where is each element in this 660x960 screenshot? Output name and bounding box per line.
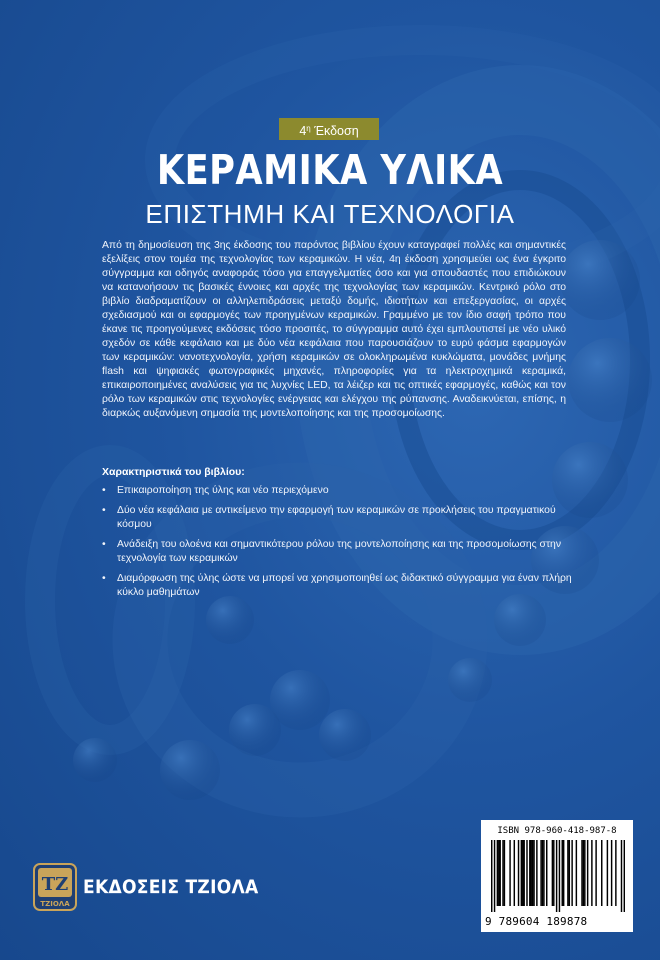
feature-item [102, 484, 572, 498]
barcode-bar [546, 840, 547, 906]
publisher-logo [33, 863, 77, 911]
bullet-icon: • [102, 505, 106, 516]
barcode-bar [621, 840, 622, 912]
barcode-bar [497, 840, 498, 906]
barcode-bar [530, 840, 531, 906]
barcode-bar [552, 840, 553, 906]
barcode-bar [569, 840, 570, 906]
barcode-bar [533, 840, 534, 906]
book-subtitle: ΕΠΙΣΤΗΜΗ ΚΑΙ ΤΕΧΝΟΛΟΓΙΑ [145, 199, 515, 229]
barcode-bar [529, 840, 530, 906]
barcode-bar [526, 840, 527, 906]
barcode-bar [540, 840, 541, 906]
edition-suffix: η [306, 124, 311, 133]
feature-item [102, 538, 572, 566]
feature-item [102, 504, 572, 532]
barcode-digits: 9 789604 189878 [485, 915, 588, 928]
barcode-bar [556, 840, 557, 912]
barcode-bar [601, 840, 602, 906]
barcode-bar [583, 840, 584, 906]
barcode-bar [595, 840, 596, 906]
barcode-bar [491, 840, 492, 912]
bullet-icon: • [102, 573, 106, 584]
barcode-bar [559, 840, 560, 912]
barcode-bars [491, 840, 625, 912]
barcode-bar [518, 840, 519, 906]
barcode-bar [494, 840, 495, 912]
edition-label: Έκδοση [314, 124, 359, 138]
features-list [102, 484, 572, 606]
feature-item [102, 572, 572, 600]
barcode-bar [571, 840, 572, 906]
barcode-bar [532, 840, 533, 906]
barcode-bar [509, 840, 510, 906]
barcode-bar [542, 840, 543, 906]
barcode-bar [615, 840, 616, 906]
features-heading: Χαρακτηριστικά του βιβλίου: [102, 466, 245, 478]
barcode-bar [607, 840, 608, 906]
feature-text: Δύο νέα κεφάλαια με αντικείμενο την εφαρμογή των κεραμικών σε προκλήσεις του πραγματικού κόσμου [117, 505, 556, 530]
barcode-bar [562, 840, 563, 906]
bullet-icon: • [102, 539, 106, 550]
feature-text: Ανάδειξη του ολοένα και σημαντικότερου ρόλου της μοντελοποίησης και της προσομοίωσης στην τεχνολογία των κεραμικών [117, 539, 562, 564]
barcode-bar [563, 840, 564, 906]
barcode-bar [499, 840, 500, 906]
isbn-label: ISBN 978-960-418-987-8 [497, 826, 617, 836]
barcode-bar [591, 840, 592, 906]
isbn-barcode [481, 820, 633, 932]
barcode-bar [587, 840, 588, 906]
feature-text: Διαμόρφωση της ύλης ώστε να μπορεί να χρησιμοποιηθεί ως διδακτικό σύγγραμμα για έναν πλήρη κύκλο μαθημάτων [117, 573, 572, 598]
bullet-icon: • [102, 485, 106, 496]
barcode-bar [576, 840, 577, 906]
book-title: ΚΕΡΑΜΙΚΑ ΥΛΙΚΑ [156, 146, 504, 194]
barcode-bar [504, 840, 505, 906]
logo-caption: ΤΖΙΟΛΑ [40, 900, 70, 908]
book-description: Από τη δημοσίευση της 3ης έκδοσης του παρόντος βιβλίου έχουν καταγραφεί πολλές και σημαντικές εξελίξεις στον τομέα της τεχνολογίας των κεραμικών. Η νέα, 4η έκδοση χρησιμεύει ως ένα έγκριτο σύγγραμμα και οδηγός αναφοράς τόσο για επαγγελματίες όσο και για σπουδαστές που επιδιώκουν να κατανοήσουν τις βασικές έννοιες και αρχές της τεχνολογίας των κεραμικών. Κεντρικό ρόλο στο βιβλίο διαδραματίζουν οι αλληλεπιδράσεις μεταξύ δομής, ιδιοτήτων και επεξεργασίας, οι αρχές σχεδιασμού και οι εφαρμογές των προηγμένων κεραμικών. Γραμμένο με τον ίδιο σαφή τρόπο που έκανε τις προηγούμενες εκδόσεις τόσο προσιτές, το σύγγραμμα αυτό έχει εμπλουτιστεί με νέο υλικό σχεδόν σε κάθε κεφάλαιο και με δύο νέα κεφάλαια που παρουσιάζουν το ευρύ φάσμα εφαρμογών των κεραμικών: νανοτεχνολογία, χρήση κεραμικών σε ολοκληρωμένα κυκλώματα, μονάδες μνήμης flash και ψηφιακές φωτογραφικές μηχανές, πληροφορίες για τα ηλεκτροχημικά κεραμικά, επικαιροποιημένες αναλύσεις για τις λυχνίες LED, τα λέιζερ και τις οπτικές εφαρμογές, καθώς και τον ρόλο των κεραμικών στις τεχνολογίες ενέργειας και ελέγχου της ρύπανσης. Αναδεικνύεται, επίσης, η διαρκώς αυξανόμενη σημασία της μοντελοποίησης και της προσομοίωσης. [102, 240, 566, 419]
barcode-bar [624, 840, 625, 912]
feature-text: Επικαιροποίηση της ύλης και νέο περιεχόμενο [117, 485, 329, 496]
barcode-bar [584, 840, 585, 906]
barcode-bar [581, 840, 582, 906]
barcode-bar [523, 840, 524, 906]
barcode-bar [567, 840, 568, 906]
barcode-bar [553, 840, 554, 906]
publisher-logo-icon [33, 863, 77, 911]
barcode-bar [536, 840, 537, 906]
barcode-bar [521, 840, 522, 906]
barcode-bar [611, 840, 612, 906]
barcode-bar [498, 840, 499, 906]
barcode-bar [522, 840, 523, 906]
edition-badge [279, 118, 379, 140]
publisher-block [33, 862, 278, 912]
edition-number: 4 [299, 124, 307, 138]
barcode-bar [543, 840, 544, 906]
logo-initials: ΤΖ [41, 874, 69, 895]
barcode-bar [502, 840, 503, 906]
publisher-name: ΕΚΔΟΣΕΙΣ ΤΖΙΟΛΑ [83, 876, 259, 898]
barcode-bar [514, 840, 515, 906]
